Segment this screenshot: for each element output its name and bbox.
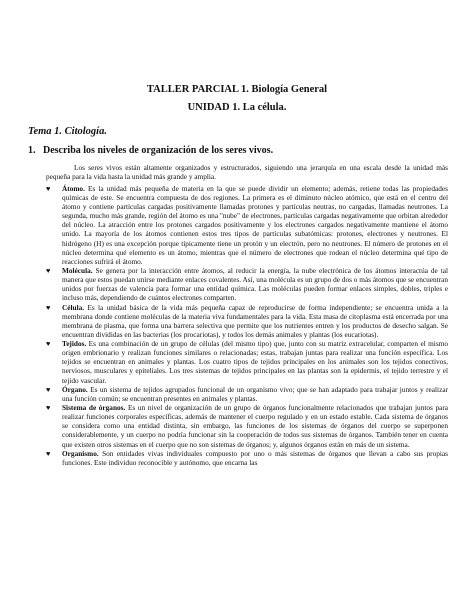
list-item <box>46 266 449 303</box>
item-term: Molécula. <box>62 266 93 276</box>
item-text: Es un sistema de tejidos agrupados funcional de un organismo vivo; que se han adaptado para trabajar juntos y realizar una función común; se encuentran presentes en animales y plantas. <box>62 384 448 403</box>
item-term: Organismo. <box>62 448 99 458</box>
list-item <box>46 302 449 339</box>
item-text: Son entidades vivas individuales compuesto por uno o más sistemas de órganos que llevan a cabo sus propias funciones. Este individuo reconocible y autónomo, que encarna las <box>62 448 449 467</box>
question-text: Describa los niveles de organización de los seres vivos. <box>43 145 274 156</box>
topic-heading: Tema 1. Citología. <box>28 126 107 137</box>
question-heading <box>28 145 273 157</box>
heart-bullet-icon: ♥ <box>46 384 51 394</box>
item-text: Se genera por la interacción entre átomos, al reducir la energía, la nube electrónica de los átomos interactúa de tal manera que estos puedan unirse mediante enlaces covalentes. Así, una molécula es un grupo de dos o más átomos que se encuentran unidos por fuerzas de valencia para formar una entidad química. Las moléculas pueden formar enlaces simples, dobles, triples e incluso más, dependiendo de cuántos electrones comparten. <box>62 266 449 303</box>
question-number: 1. <box>28 145 36 156</box>
unit-heading: UNIDAD 1. La célula. <box>187 102 287 113</box>
intro-paragraph: Los seres vivos están altamente organizados y estructurados, siguiendo una jerarquía en una escala desde la unidad más pequeña para la vida hasta la unidad más grande y amplia. <box>46 163 448 181</box>
heart-bullet-icon: ♥ <box>46 339 51 349</box>
organization-levels-list <box>46 184 449 467</box>
heart-bullet-icon: ♥ <box>46 266 51 276</box>
item-text: Es una combinación de un grupo de células (del mismo tipo) que, junto con su matriz extracelular, comparten el mismo origen embrionario y realizan funciones similares o relacionadas; estas, trabajan juntas para realizar una función específica. Los tejidos se encuentran en animales y plantas. Los cuatro tipos de tejidos principales en los animales son los tejidos conectivos, nerviosos, musculares y epiteliales. Los tres sistemas de tejidos principales en las plantas son la epidermis, el tejido terrestre y el tejido vascular. <box>62 339 448 385</box>
document-title: TALLER PARCIAL 1. Biología General <box>146 84 328 95</box>
heart-bullet-icon: ♥ <box>46 448 51 458</box>
list-item <box>46 448 449 467</box>
list-item <box>46 184 448 266</box>
heart-bullet-icon: ♥ <box>46 403 51 413</box>
heart-bullet-icon: ♥ <box>46 184 51 193</box>
list-item <box>46 339 448 385</box>
list-item <box>46 384 448 403</box>
heart-bullet-icon: ♥ <box>46 302 51 312</box>
item-text: Es la unidad básica de la vida más pequeña capaz de reproducirse de forma independiente; se encuentra unida a la membrana donde contiene moléculas de la materia viva fundamentales para la vida. Esta masa de citoplasma está encerrada por una membrana de plasma, que forma una barrera selectiva que permite que los nutrientes entren y los productos de desecho salgan. Se encuentran divididas en las bacterias (los procariotas), y todos los demás animales y plantas (los eucariotas). <box>62 302 449 339</box>
item-term: Átomo. <box>62 184 85 193</box>
item-text: Es un nivel de organización de un grupo de órganos funcionalmente relacionados que trabajan juntos para realizar funciones corporales específicas, además de mantener el cuerpo regulado y en un estado estable. Cada sistema de órganos se considera como una entidad distinta, sin embargo, las funciones de los sistemas de órganos del cuerpo se superponen considerablemente, y un cuerpo no podría funcionar sin la cooperación de todos sus sistemas de órganos. También tener en cuenta que existen otros sistemas en el cuerpo que no son sistemas de órganos; y, algunos órganos están en más de un sistema. <box>62 403 449 449</box>
item-term: Tejidos. <box>62 339 87 349</box>
item-text: Es la unidad más pequeña de materia en la que se puede dividir un elemento; además, retiene todas las propiedades químicas de este. Se encuentra compuesta de dos regiones. La primera es el diminuto núcleo atómico, que está en el centro del átomo y contiene partículas cargadas positivamente llamadas protones y partículas neutras, no cargadas, llamadas neutrones. La segunda, mucho más grande, región del átomo es una "nube" de electrones, partículas cargadas negativamente que orbitan alrededor del núcleo. La atracción entre los protones cargados positivamente y los electrones cargados negativamente mantiene el átomo unido. La mayoría de los átomos contienen estos tres tipos de partículas subatómicas: protones, electrones y neutrones. El hidrógeno (H) es una excepción porque típicamente tiene un protón y un electrón, pero no neutrones. El número de protones en el núcleo determina qué elemento es un átomo, mientras que el número de electrones que rodean el núcleo determina qué tipo de reacciones sufrirá el átomo. <box>62 184 448 266</box>
item-term: Órgano. <box>62 384 88 394</box>
item-term: Sistema de órganos. <box>62 403 126 413</box>
item-term: Célula. <box>62 302 85 312</box>
list-item <box>46 403 449 449</box>
